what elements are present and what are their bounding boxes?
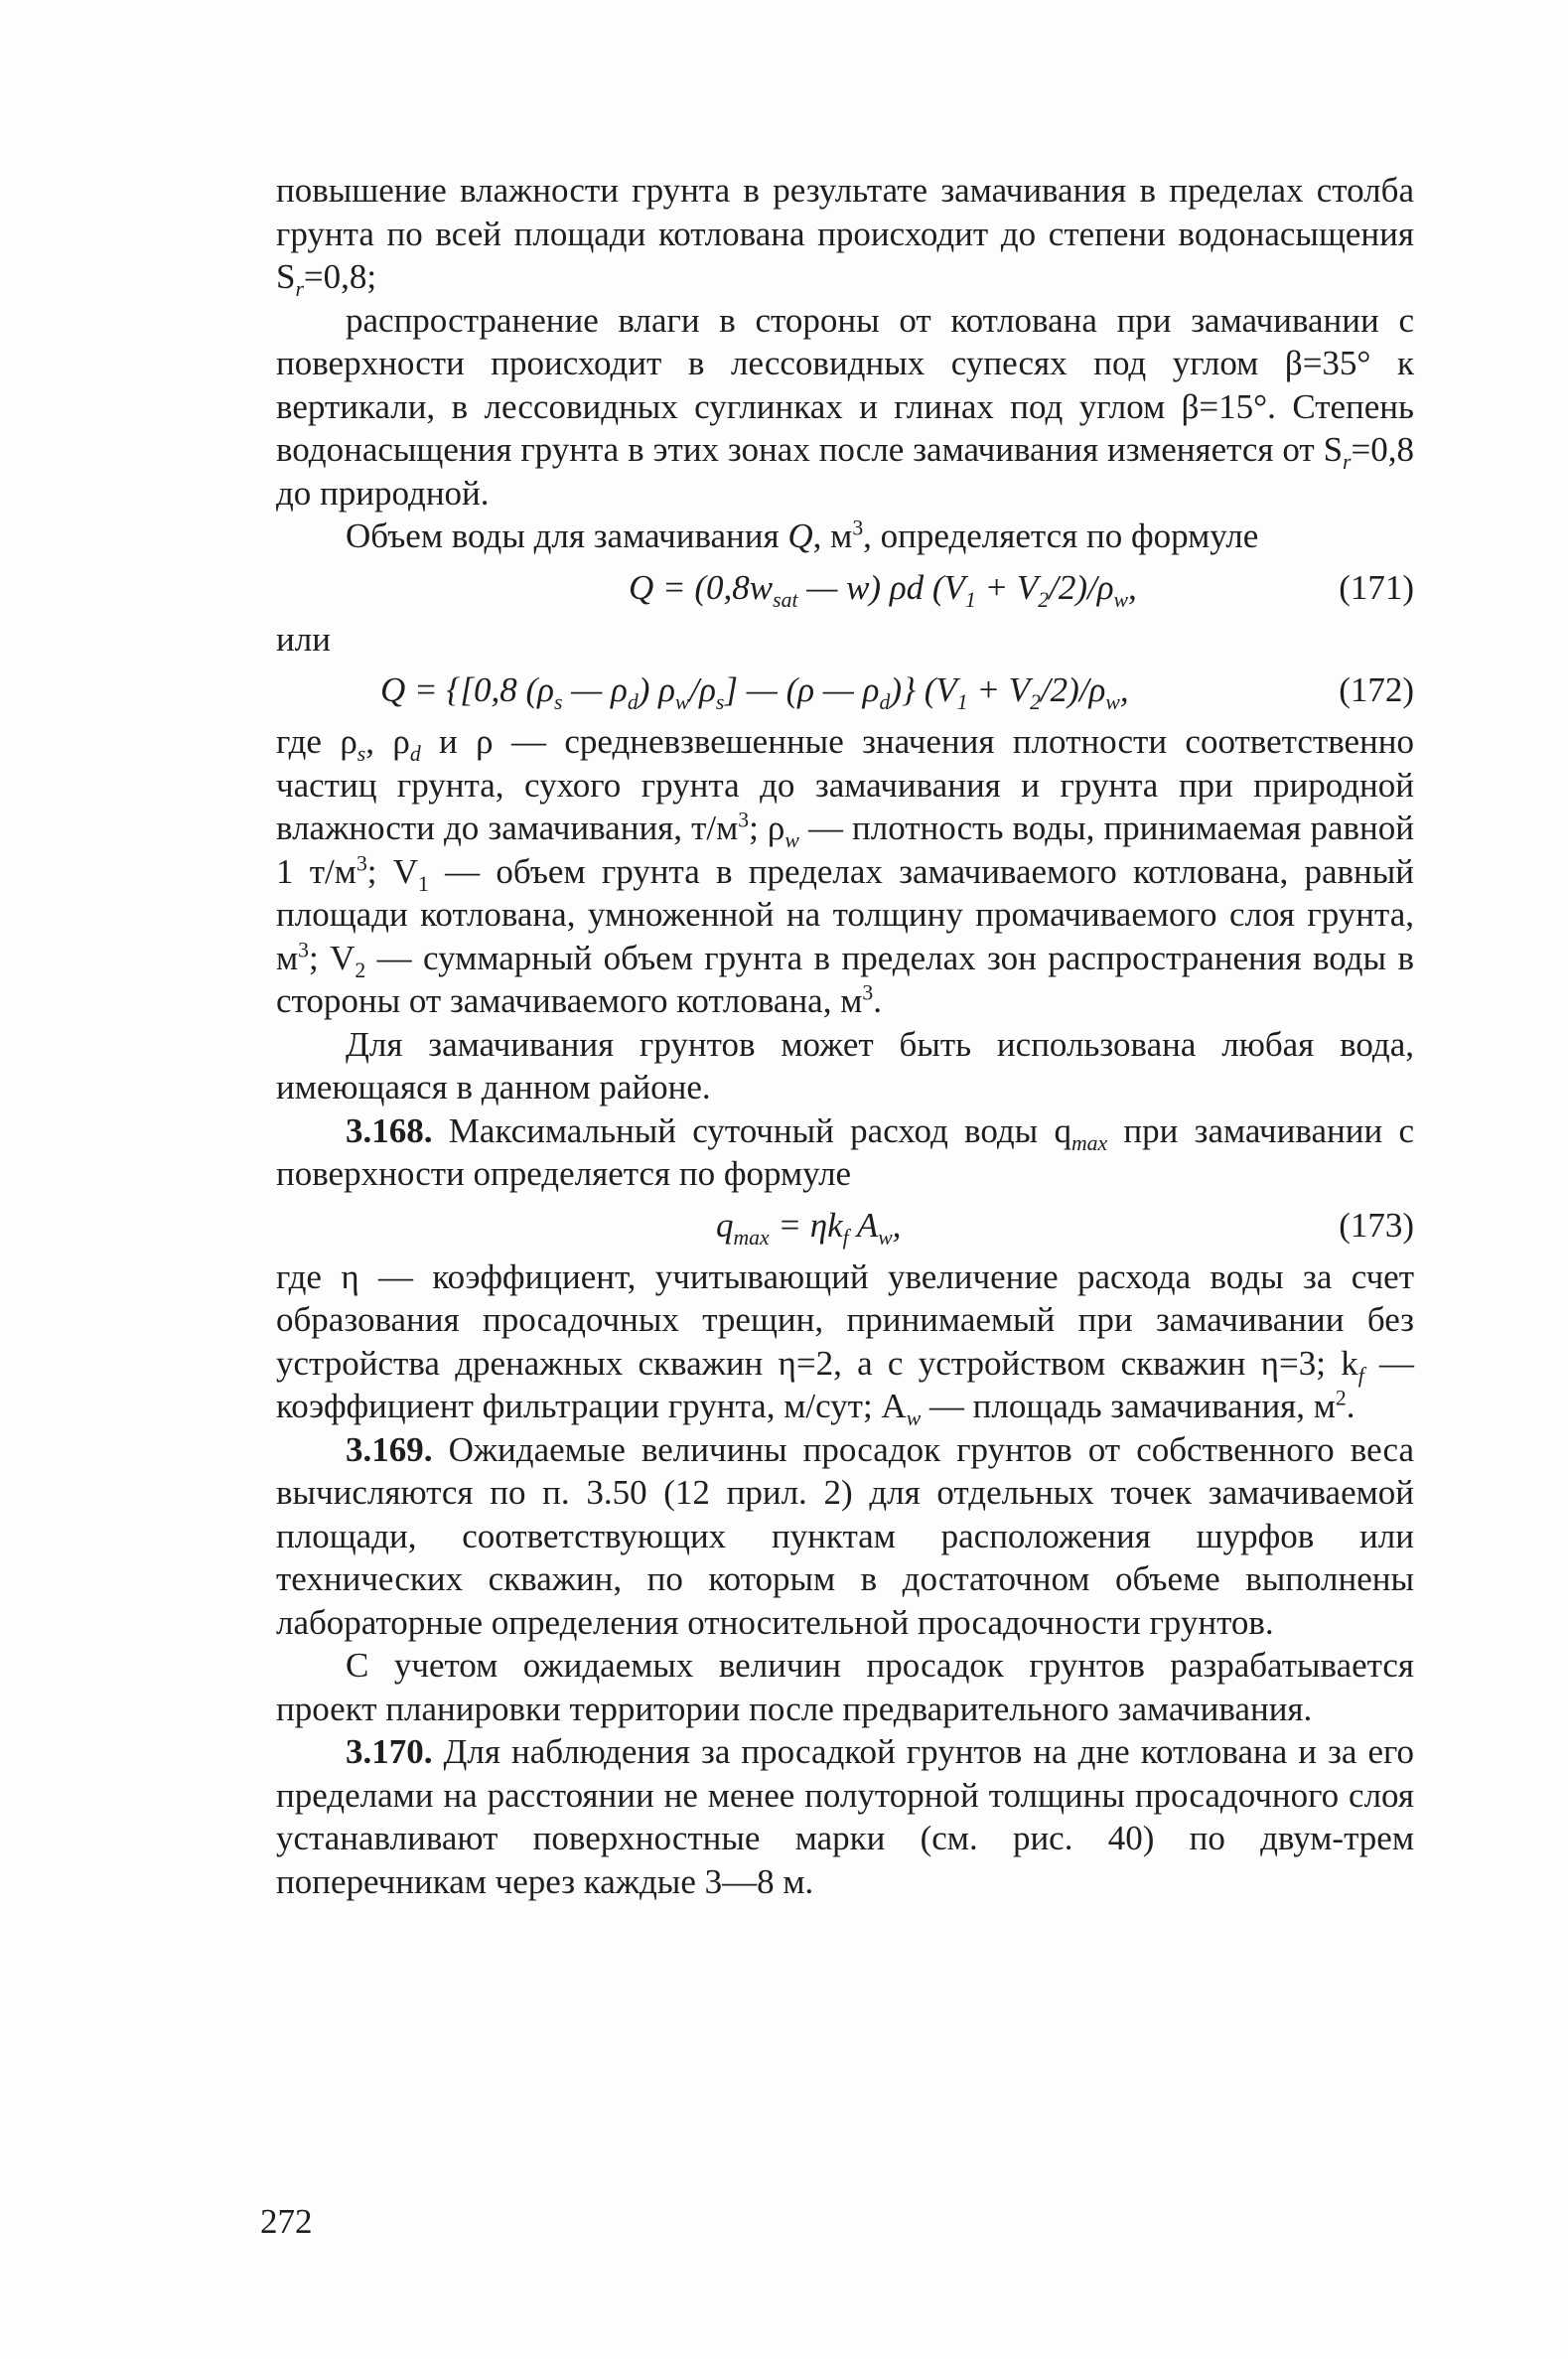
formula-171	[276, 566, 1414, 610]
paragraph-3-tail: , определяется по формуле	[863, 516, 1259, 555]
p4-j: .	[873, 981, 882, 1020]
page-text	[276, 169, 1414, 1903]
p8-text: Ожидаемые величины просадок грунтов от собственного веса вычисляются по п. 3.50 (12 прил. 2) для отдельных точек замачиваемой площади, соответствующих пунктам расположения шурфов или технических скважин, по которым в достаточном объеме выполнены лабораторные определения относительной просадочности грунтов.	[276, 1429, 1414, 1642]
p7-b: — коэффициент фильтрации грунта, м/сут; A	[276, 1343, 1415, 1425]
paragraph-2	[276, 299, 1414, 516]
paragraph-1-text: повышение влажности грунта в результате замачивания в пределах столба грунта по всей площади котлована происходит до степени водонасыщения S	[276, 171, 1414, 296]
p6-a: Максимальный суточный расход воды q	[432, 1110, 1071, 1150]
paragraph-6	[276, 1109, 1414, 1196]
p4-b: , ρ	[365, 722, 410, 761]
p4-e: — плотность воды, принимаемая равной 1 т/м	[276, 809, 1414, 891]
p7-d: .	[1346, 1387, 1355, 1425]
p4-c: и ρ — средневзвешенные значения плотности соответственно частиц грунта, сухого грунта до замачивания и грунта при природной влажности до замачивания, т/м	[276, 722, 1415, 847]
paragraph-2-tail: =0,8 до природной.	[276, 430, 1414, 513]
p6-sub: max	[1070, 1130, 1108, 1155]
p4-a: где ρ	[276, 722, 357, 761]
p4-h: ; V	[309, 938, 356, 977]
paragraph-3-unit: , м	[812, 516, 853, 555]
paragraph-1-sub: r	[295, 277, 304, 301]
or-word: или	[276, 619, 331, 659]
paragraph-8	[276, 1428, 1414, 1645]
paragraph-9: С учетом ожидаемых величин просадок грунтов разрабатывается проект планировки территории после предварительного замачивания.	[276, 1646, 1414, 1728]
paragraph-3-q: Q	[787, 516, 813, 555]
p4-sup-1: 3	[738, 808, 750, 832]
formula-172	[276, 668, 1414, 712]
p4-g: — объем грунта в пределах замачиваемого котлована, равный площади котлована, умноженной на толщину промачиваемого слоя грунта, м	[276, 851, 1415, 977]
formula-172-expression: Q = {[0,8 ($\rho_s$ — $\rho_d$) $\rho_w/\rho_s$] — (ρ — $\rho_d$)} $(V_1 + V_2/2)/\rho_w$,	[380, 670, 1129, 714]
p4-i: — суммарный объем грунта в пределах зон распространения воды в стороны от замачиваемого котлована, м	[276, 938, 1415, 1020]
p7-sub-1: f	[1357, 1363, 1364, 1388]
section-number-3-170: 3.170.	[346, 1732, 433, 1771]
paragraph-7	[276, 1255, 1414, 1428]
paragraph-3-text: Объем воды для замачивания	[346, 516, 788, 555]
paragraph-10	[276, 1730, 1414, 1903]
formula-172-number: (172)	[1339, 670, 1414, 709]
p6-b: при замачивании с поверхности определяется по формуле	[276, 1110, 1415, 1193]
formula-173-expression: $q_{max} = \eta k_f$ $A_w$,	[716, 1205, 902, 1250]
p4-sub-5: 2	[355, 958, 366, 982]
p7-a: где η — коэффициент, учитывающий увеличение расхода воды за счет образования просадочных трещин, принимаемый при замачивании без устройства дренажных скважин η=2, а с устройством скважин η=3; k	[276, 1256, 1414, 1383]
p4-sub-1: s	[356, 742, 366, 766]
section-number-3-169: 3.169.	[346, 1429, 433, 1469]
formula-173-number: (173)	[1339, 1205, 1414, 1245]
paragraph-1	[276, 169, 1414, 299]
paragraph-3-sup: 3	[852, 516, 864, 540]
p4-d: ; ρ	[749, 809, 785, 847]
paragraph-2-sub: r	[1343, 450, 1352, 474]
formula-173	[276, 1204, 1414, 1248]
formula-171-expression: $Q = (0,8w_{sat}$ — w) ρd $(V_1 + V_2/2)/\rho_w$,	[629, 567, 1137, 612]
p4-f: ; V	[366, 851, 419, 891]
p4-sup-4: 3	[862, 980, 874, 1005]
paragraph-5: Для замачивания грунтов может быть использована любая вода, имеющаяся в данном районе.	[276, 1024, 1414, 1106]
section-number-3-168: 3.168.	[346, 1110, 433, 1150]
paragraph-4	[276, 720, 1414, 1023]
p7-sub-2: w	[906, 1406, 922, 1430]
p10-text: Для наблюдения за просадкой грунтов на дне котлована и за его пределами на расстоянии не менее полуторной толщины просадочного слоя устанавливают поверхностные марки (см. рис. 40) по двум-трем поперечникам через каждые 3—8 м.	[276, 1732, 1414, 1901]
p7-c: — площадь замачивания, м	[921, 1387, 1336, 1425]
paragraph-2-text: распространение влаги в стороны от котлована при замачивании с поверхности происходит в лессовидных супесях под углом β=35° к вертикали, в лессовидных суглинках и глинах под углом β=15°. Степень водонасыщения грунта в этих зонах после замачивания изменяется от S	[276, 300, 1414, 469]
p4-sup-3: 3	[298, 937, 309, 961]
p7-sup: 2	[1335, 1386, 1347, 1410]
p4-sup-2: 3	[356, 850, 367, 875]
p4-sub-4: 1	[418, 871, 429, 896]
formula-171-number: (171)	[1339, 567, 1414, 607]
p4-sub-2: d	[409, 742, 421, 766]
page-number: 272	[260, 2202, 313, 2241]
paragraph-3	[276, 515, 1414, 558]
paragraph-1-tail: =0,8;	[303, 257, 377, 296]
p4-sub-3: w	[784, 828, 799, 852]
